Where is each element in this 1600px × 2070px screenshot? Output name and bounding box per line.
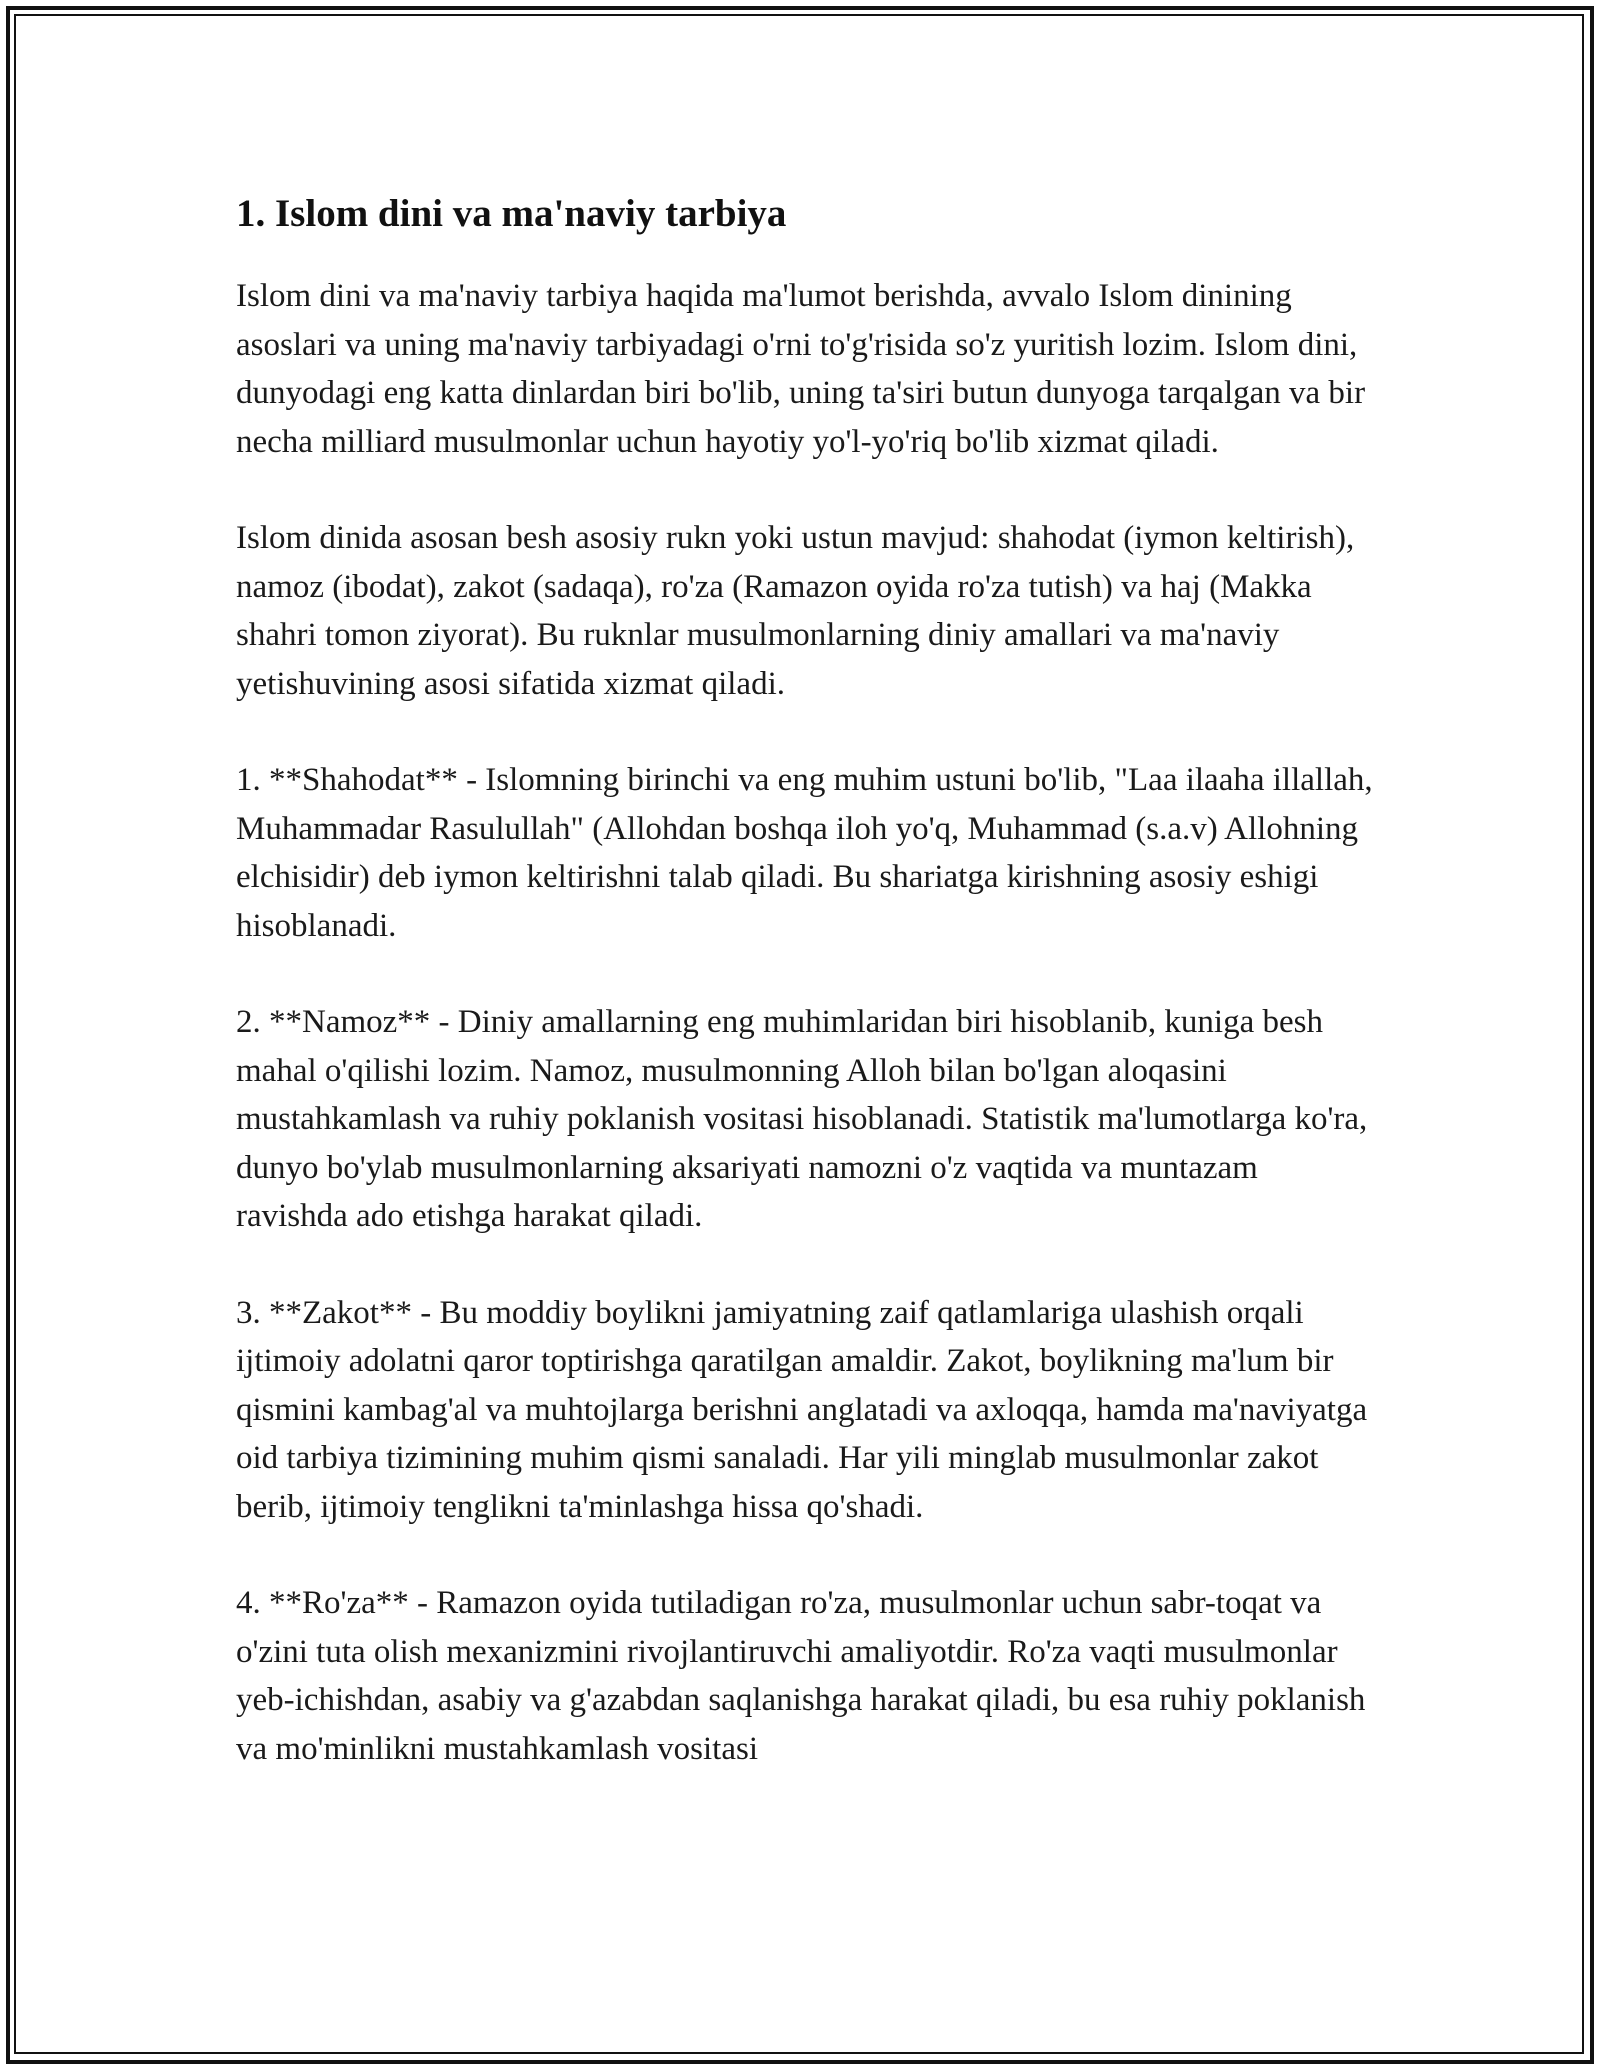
paragraph-intro: Islom dini va ma'naviy tarbiya haqida ma'lumot berishda, avvalo Islom dinining asoslari va uning ma'naviy tarbiyadagi o'rni to'g'risida so'z yuritish lozim. Islom dini, dunyodagi eng katta dinlardan biri bo'lib, uning ta'siri butun dunyoga tarqalgan va bir necha milliard musulmonlar uchun hayotiy yo'l-yo'riq bo'lib xizmat qiladi.: [236, 278, 1366, 460]
paragraph-zakot: 3. **Zakot** - Bu moddiy boylikni jamiyatning zaif qatlamlariga ulashish orqali ijtimoiy adolatni qaror toptirishga qaratilgan amaldir. Zakot, boylikning ma'lum bir qismini kambag'al va muhtojlarga berishni anglatadi va axloqqa, hamda ma'naviyatga oid tarbiya tizimining muhim qismi sanaladi. Har yili minglab musulmonlar zakot berib, ijtimoiy tenglikni ta'minlashga hissa qo'shadi.: [236, 1294, 1368, 1525]
section-title: 1. Islom dini va ma'naviy tarbiya: [236, 192, 787, 235]
paragraph-five-pillars: Islom dinida asosan besh asosiy rukn yoki ustun mavjud: shahodat (iymon keltirish), namoz (ibodat), zakot (sadaqa), ro'za (Ramazon oyida ro'za tutish) va haj (Makka shahri tomon ziyorat). Bu ruknlar musulmonlarning diniy amallari va ma'naviy yetishuvining asosi sifatida xizmat qiladi.: [236, 520, 1355, 702]
paragraph-namoz: 2. **Namoz** - Diniy amallarning eng muhimlaridan biri hisoblanib, kuniga besh mahal o'qilishi lozim. Namoz, musulmonning Alloh bilan bo'lgan aloqasini mustahkamlash va ruhiy poklanish vositasi hisoblanadi. Statistik ma'lumotlarga ko'ra, dunyo bo'ylab musulmonlarning aksariyati namozni o'z vaqtida va muntazam ravishda ado etishga harakat qiladi.: [236, 1004, 1368, 1234]
document-body: [236, 188, 1376, 1821]
paragraph-shahodat: 1. **Shahodat** - Islomning birinchi va eng muhim ustuni bo'lib, "Laa ilaaha illallah, Muhammadar Rasulullah" (Allohdan boshqa iloh yo'q, Muhammad (s.a.v) Allohning elchisidir) deb iymon keltirishni talab qiladi. Bu shariatga kirishning asosiy eshigi hisoblanadi.: [236, 762, 1373, 944]
paragraph-roza: 4. **Ro'za** - Ramazon oyida tutiladigan ro'za, musulmonlar uchun sabr-toqat va o'zini tuta olish mexanizmini rivojlantiruvchi amaliyotdir. Ro'za vaqti musulmonlar yeb-ichishdan, asabiy va g'azabdan saqlanishga harakat qiladi, bu esa ruhiy poklanish va mo'minlikni mustahkamlash vositasi: [236, 1585, 1366, 1767]
